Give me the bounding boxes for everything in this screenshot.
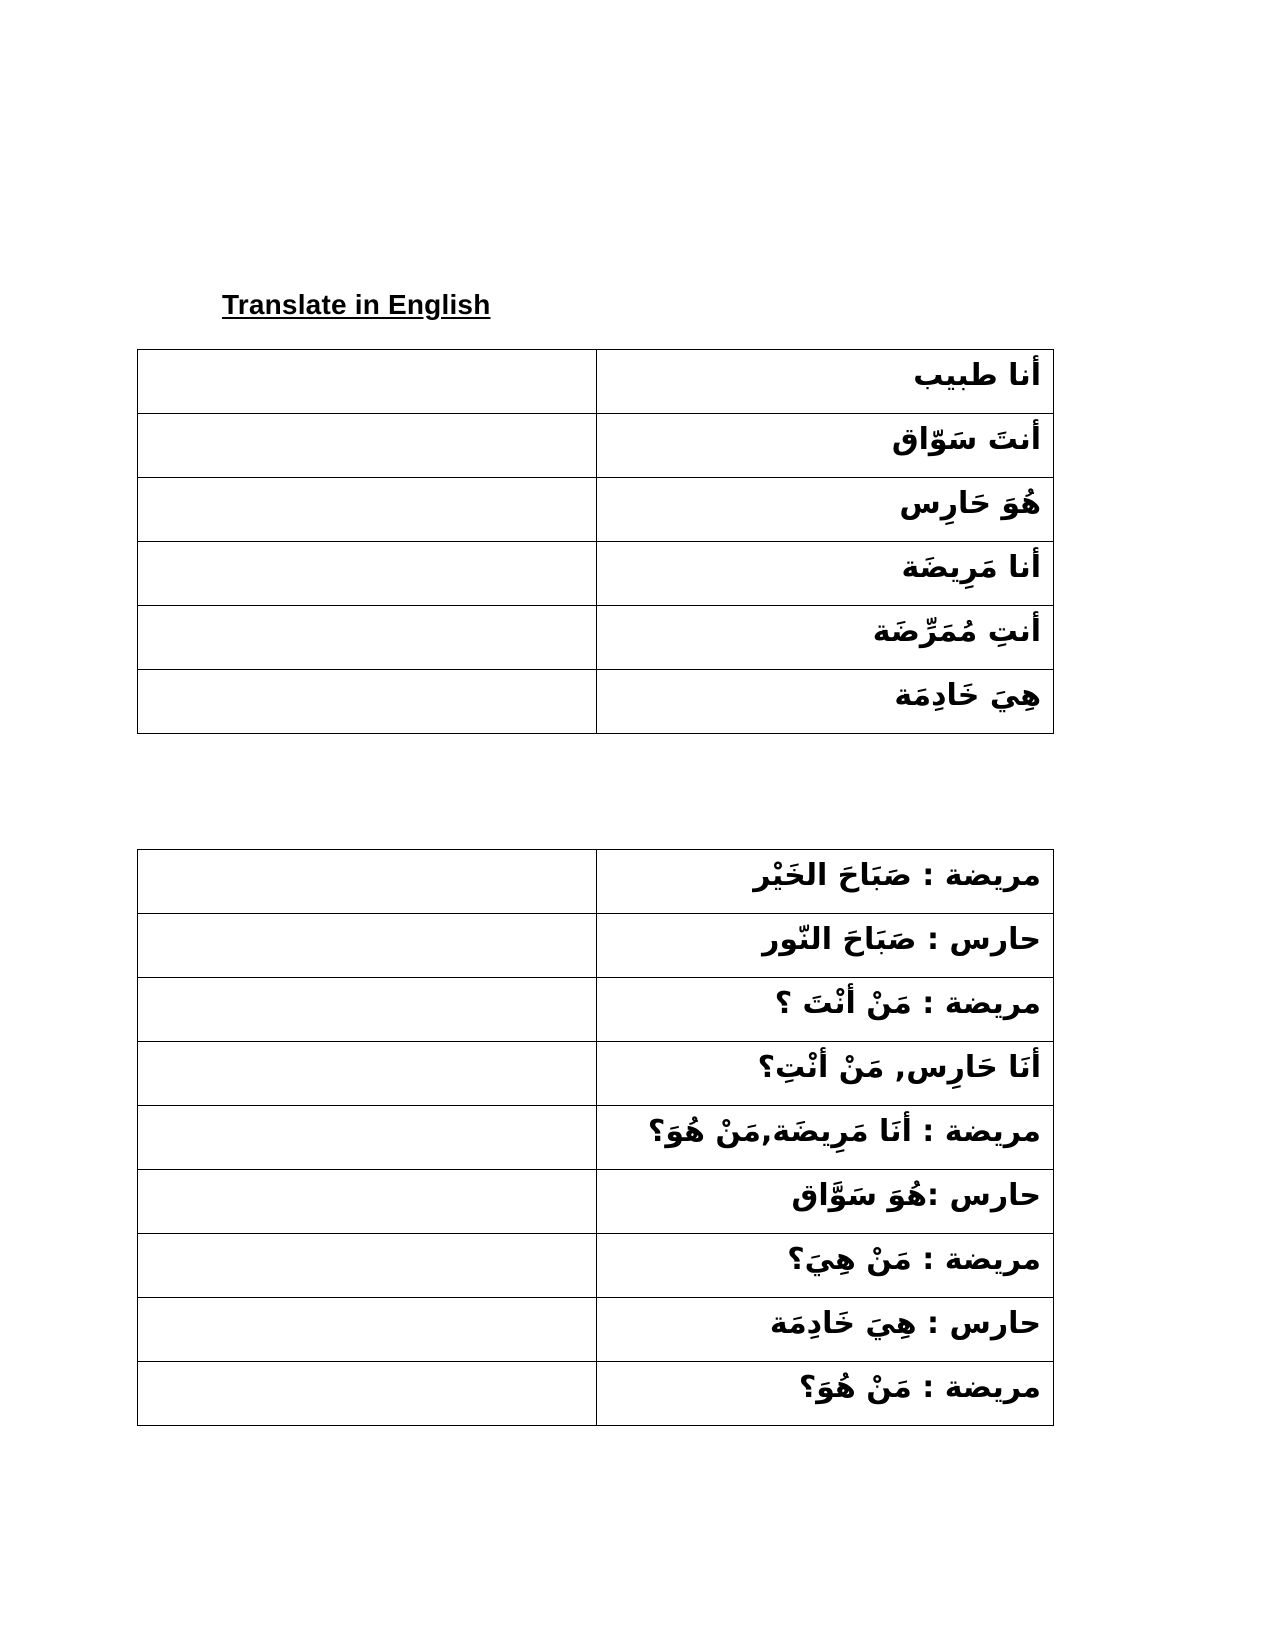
table-row xyxy=(138,1234,1054,1298)
table-row xyxy=(138,478,1054,542)
table-row xyxy=(138,1362,1054,1426)
arabic-sentence-cell: أنتَ سَوّاق xyxy=(597,414,1054,478)
worksheet-title: Translate in English xyxy=(222,289,491,320)
dialogue-line-cell: مريضة : مَنْ هُوَ؟ xyxy=(597,1362,1054,1426)
answer-cell[interactable] xyxy=(138,1298,597,1362)
answer-cell[interactable] xyxy=(138,1362,597,1426)
answer-cell[interactable] xyxy=(138,350,597,414)
answer-cell[interactable] xyxy=(138,478,597,542)
dialogue-translation-table xyxy=(137,849,1054,1426)
table-row xyxy=(138,914,1054,978)
answer-cell[interactable] xyxy=(138,1106,597,1170)
dialogue-line-cell: حارس :هُوَ سَوَّاق xyxy=(597,1170,1054,1234)
table-row xyxy=(138,414,1054,478)
table-row xyxy=(138,850,1054,914)
table-row xyxy=(138,1170,1054,1234)
answer-cell[interactable] xyxy=(138,414,597,478)
table-row xyxy=(138,1298,1054,1362)
table-row xyxy=(138,1042,1054,1106)
answer-cell[interactable] xyxy=(138,670,597,734)
dialogue-line-cell: مريضة : أنَا مَرِيضَة,مَنْ هُوَ؟ xyxy=(597,1106,1054,1170)
answer-cell[interactable] xyxy=(138,914,597,978)
arabic-sentence-cell: هِيَ خَادِمَة xyxy=(597,670,1054,734)
answer-cell[interactable] xyxy=(138,1042,597,1106)
answer-cell[interactable] xyxy=(138,1170,597,1234)
dialogue-line-cell: حارس : هِيَ خَادِمَة xyxy=(597,1298,1054,1362)
answer-cell[interactable] xyxy=(138,606,597,670)
dialogue-line-cell: أنَا حَارِس, مَنْ أنْتِ؟ xyxy=(597,1042,1054,1106)
arabic-sentence-cell: أنا مَرِيضَة xyxy=(597,542,1054,606)
arabic-sentence-cell: هُوَ حَارِس xyxy=(597,478,1054,542)
dialogue-line-cell: مريضة : صَبَاحَ الخَيْر xyxy=(597,850,1054,914)
table-row xyxy=(138,1106,1054,1170)
dialogue-line-cell: مريضة : مَنْ أنْتَ ؟ xyxy=(597,978,1054,1042)
answer-cell[interactable] xyxy=(138,1234,597,1298)
dialogue-line-cell: حارس : صَبَاحَ النّور xyxy=(597,914,1054,978)
arabic-sentence-cell: أنا طبيب xyxy=(597,350,1054,414)
table-row xyxy=(138,606,1054,670)
answer-cell[interactable] xyxy=(138,542,597,606)
answer-cell[interactable] xyxy=(138,850,597,914)
table-row xyxy=(138,350,1054,414)
answer-cell[interactable] xyxy=(138,978,597,1042)
table-row xyxy=(138,670,1054,734)
arabic-sentence-cell: أنتِ مُمَرِّضَة xyxy=(597,606,1054,670)
table-row xyxy=(138,978,1054,1042)
dialogue-line-cell: مريضة : مَنْ هِيَ؟ xyxy=(597,1234,1054,1298)
vocabulary-translation-table xyxy=(137,349,1054,734)
table-row xyxy=(138,542,1054,606)
